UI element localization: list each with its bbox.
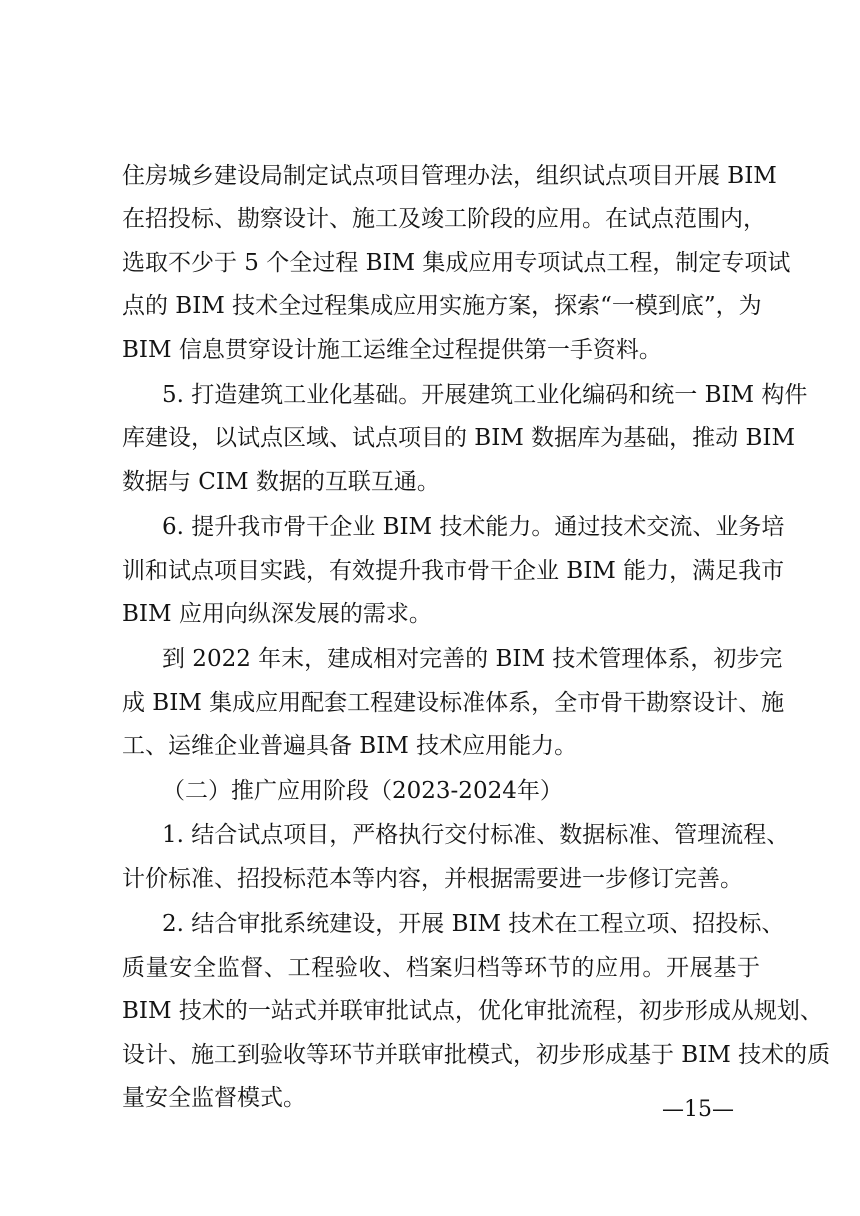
line-text: 住房城乡建设局制定试点项目管理办法，组织试点项目开展 BIM — [122, 163, 777, 189]
text-line — [0, 639, 860, 679]
line-text: BIM 应用向纵深发展的需求。 — [122, 601, 432, 627]
line-text: 量安全监督模式。 — [122, 1085, 306, 1111]
line-text: 点的 BIM 技术全过程集成应用实施方案，探索“一模到底”，为 — [122, 293, 762, 319]
text-line — [0, 507, 860, 547]
text-line — [0, 904, 860, 944]
text-line — [0, 859, 860, 899]
line-text: 计价标准、招投标范本等内容，并根据需要进一步修订完善。 — [122, 866, 743, 892]
line-text: 1. 结合试点项目，严格执行交付标准、数据标准、管理流程、 — [162, 822, 790, 848]
text-line — [0, 462, 860, 502]
line-text: 6. 提升我市骨干企业 BIM 技术能力。通过技术交流、业务培 — [162, 514, 785, 540]
text-line — [0, 330, 860, 370]
line-text: 工、运维企业普遍具备 BIM 技术应用能力。 — [122, 733, 578, 759]
section-heading — [0, 771, 860, 811]
text-line — [0, 726, 860, 766]
text-line — [0, 243, 860, 283]
text-line — [0, 683, 860, 723]
line-text: 2. 结合审批系统建设，开展 BIM 技术在工程立项、招投标、 — [162, 911, 785, 937]
line-text: 设计、施工到验收等环节并联审批模式，初步形成基于 BIM 技术的质 — [122, 1042, 831, 1068]
text-line — [0, 418, 860, 458]
text-line — [0, 551, 860, 591]
line-text: 库建设，以试点区域、试点项目的 BIM 数据库为基础，推动 BIM — [122, 425, 796, 451]
line-text: 质量安全监督、工程验收、档案归档等环节的应用。开展基于 — [122, 955, 760, 981]
text-line — [0, 375, 860, 415]
line-text: BIM 技术的一站式并联审批试点，优化审批流程，初步形成从规划、 — [122, 998, 823, 1024]
text-line — [0, 594, 860, 634]
page-number: —15— — [662, 1097, 734, 1122]
line-text: 到 2022 年末，建成相对完善的 BIM 技术管理体系，初步完 — [162, 646, 783, 672]
line-text: 训和试点项目实践，有效提升我市骨干企业 BIM 能力，满足我市 — [122, 558, 785, 584]
line-text: （二）推广应用阶段（2023-2024年） — [162, 778, 563, 804]
text-line — [0, 286, 860, 326]
line-text: 在招投标、勘察设计、施工及竣工阶段的应用。在试点范围内， — [122, 206, 766, 232]
line-text: BIM 信息贯穿设计施工运维全过程提供第一手资料。 — [122, 337, 662, 363]
text-line — [0, 815, 860, 855]
text-line — [0, 1035, 860, 1075]
line-text: 数据与 CIM 数据的互联互通。 — [122, 469, 440, 495]
text-line — [0, 156, 860, 196]
text-line — [0, 199, 860, 239]
line-text: 成 BIM 集成应用配套工程建设标准体系，全市骨干勘察设计、施 — [122, 690, 785, 716]
line-text: 选取不少于 5 个全过程 BIM 集成应用专项试点工程，制定专项试 — [122, 250, 791, 276]
line-text: 5. 打造建筑工业化基础。开展建筑工业化编码和统一 BIM 构件 — [162, 382, 808, 408]
text-line — [0, 991, 860, 1031]
text-line — [0, 948, 860, 988]
